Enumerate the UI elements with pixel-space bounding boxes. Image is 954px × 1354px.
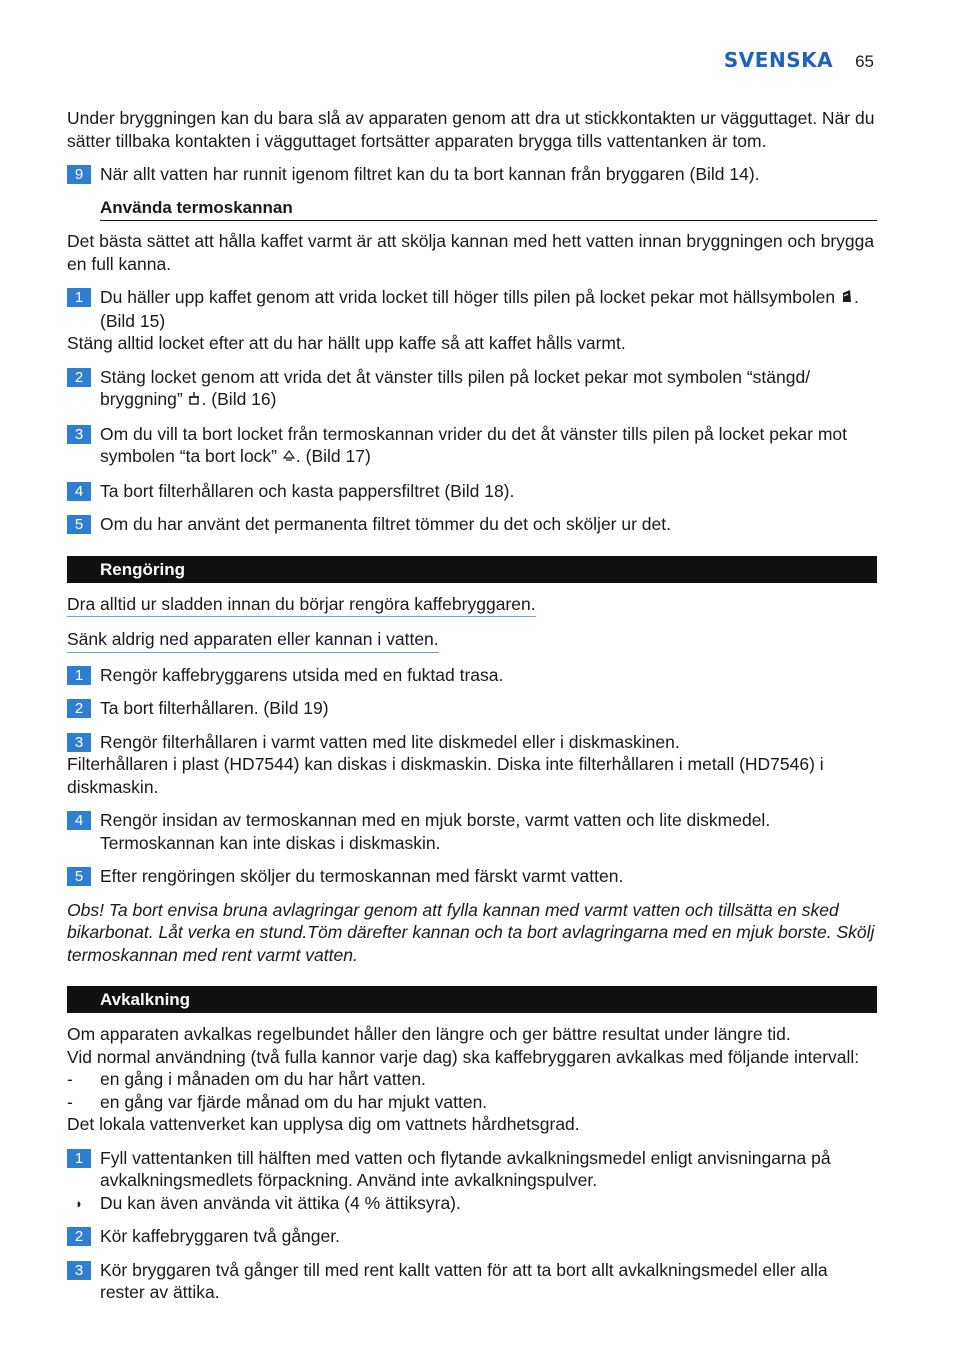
language-label: SVENSKA [723, 48, 834, 72]
step-text: Rengör insidan av termoskannan med en mjuk borste, varmt vatten och lite diskmedel. Termoskannan kan inte diskas i diskmaskin. [100, 810, 771, 853]
step-number: 1 [67, 288, 91, 307]
cleaning-note: Obs! Ta bort envisa bruna avlagringar genom att fylla kannan med varmt vatten och tillsätta en sked bikarbonat. Låt verka en stund.Töm därefter kannan och ta bort avlagringarna med en mjuk borste. Skölj termoskannan med rent varmt vatten. [67, 899, 875, 965]
thermos-step-4 [67, 480, 877, 503]
descaling-step-1-tip [67, 1192, 877, 1215]
step-text: Efter rengöringen sköljer du termoskannan med färskt varmt vatten. [100, 866, 624, 886]
section-heading-thermos: Använda termoskannan [100, 197, 877, 222]
thermos-step-3 [67, 423, 877, 469]
descaling-step-2 [67, 1225, 877, 1248]
step-text: Stäng locket genom att vrida det åt vänster tills pilen på locket pekar mot symbolen “stängd/ bryggning” [100, 366, 811, 409]
descaling-intro-2: Vid normal användning (två fulla kannor varje dag) ska kaffebryggaren avkalkas med följande intervall: [67, 1046, 860, 1067]
bullet-text: en gång i månaden om du har hårt vatten. [100, 1069, 426, 1089]
cleaning-warning-2-wrap [67, 628, 877, 664]
step-number: 4 [67, 811, 91, 830]
section-heading-cleaning: Rengöring [67, 556, 877, 583]
step-number: 2 [67, 1227, 91, 1246]
step-text-tail: . (Bild 16) [201, 389, 277, 409]
descaling-step-3 [67, 1259, 877, 1304]
descaling-bullet-2 [67, 1091, 877, 1114]
thermos-step-2 [67, 366, 877, 412]
bullet-dash: - [67, 1069, 73, 1089]
cleaning-warning-1-wrap [67, 593, 877, 629]
step-number: 1 [67, 1149, 91, 1168]
remove-lid-symbol-icon [282, 446, 296, 469]
step-number: 3 [67, 425, 91, 444]
step-number: 2 [67, 699, 91, 718]
step-number: 3 [67, 1261, 91, 1280]
step-number: 5 [67, 515, 91, 534]
step-text: Rengör kaffebryggarens utsida med en fuktad trasa. [100, 664, 504, 685]
page-header [724, 48, 874, 72]
descaling-step-1 [67, 1147, 877, 1192]
step-text: Om du vill ta bort locket från termoskannan vrider du det åt vänster tills pilen på locket pekar mot symbolen “ta bort lock” [100, 423, 848, 466]
arrow-marker-icon: ◗ [75, 1195, 83, 1211]
pour-symbol-icon [840, 287, 854, 310]
step-text-tail: . (Bild 17) [295, 446, 371, 466]
thermos-step-5 [67, 513, 877, 536]
thermos-step-1-note: Stäng alltid locket efter att du har hällt upp kaffe så att kaffet hålls varmt. [67, 333, 626, 353]
page-content [67, 107, 877, 1315]
page-number: 65 [855, 52, 874, 71]
step-text: Kör kaffebryggaren två gånger. [100, 1226, 340, 1246]
cleaning-step-3-note: Filterhållaren i plast (HD7544) kan diskas i diskmaskin. Diska inte filterhållaren i metall (HD7546) i diskmaskin. [67, 754, 824, 797]
intro-paragraph: Under bryggningen kan du bara slå av apparaten genom att dra ut stickkontakten ur vägguttaget. När du sätter tillbaka kontakten i vägguttaget fortsätter apparaten brygga tills vattentanken är tom. [67, 108, 875, 151]
step-number: 9 [67, 165, 91, 184]
step-text: Fyll vattentanken till hälften med vatten och flytande avkalkningsmedel enligt anvisningarna på avkalkningsmedlets förpackning. Använd inte avkalkningspulver. [100, 1147, 831, 1190]
tip-text: Du kan även använda vit ättika (4 % ättiksyra). [100, 1192, 461, 1213]
step-number: 3 [67, 733, 91, 752]
step-text-tail: . (Bild 15) [100, 287, 859, 331]
step-text: Ta bort filterhållaren och kasta pappersfiltret (Bild 18). [100, 480, 515, 501]
step-text: Du häller upp kaffet genom att vrida locket till höger tills pilen på locket pekar mot hällsymbolen [100, 287, 836, 307]
thermos-intro: Det bästa sättet att hålla kaffet varmt är att skölja kannan med hett vatten innan bryggningen och brygga en full kanna. [67, 231, 875, 274]
step-text: Ta bort filterhållaren. (Bild 19) [100, 698, 329, 718]
step-number: 4 [67, 482, 91, 501]
step-9 [67, 163, 877, 186]
cleaning-step-2 [67, 697, 877, 720]
descaling-intro-3: Det lokala vattenverket kan upplysa dig om vattnets hårdhetsgrad. [67, 1114, 580, 1134]
cleaning-step-3 [67, 731, 877, 754]
cleaning-step-5 [67, 865, 877, 888]
step-number: 5 [67, 867, 91, 886]
descaling-bullet-1 [67, 1068, 877, 1091]
descaling-intro-1: Om apparaten avkalkas regelbundet håller den längre och ger bättre resultat under längre tid. [67, 1024, 791, 1044]
closed-brewing-symbol-icon [188, 389, 202, 412]
cleaning-warning-1: Dra alltid ur sladden innan du börjar rengöra kaffebryggaren. [67, 593, 536, 618]
step-number: 2 [67, 368, 91, 387]
cleaning-warning-2: Sänk aldrig ned apparaten eller kannan i vatten. [67, 628, 439, 653]
step-text: När allt vatten har runnit igenom filtret kan du ta bort kannan från bryggaren (Bild 14). [100, 164, 760, 184]
step-text: Om du har använt det permanenta filtret tömmer du det och sköljer ur det. [100, 514, 671, 534]
thermos-step-1 [67, 286, 877, 332]
bullet-dash: - [67, 1091, 73, 1112]
cleaning-step-1 [67, 664, 877, 687]
step-text: Kör bryggaren två gånger till med rent kallt vatten för att ta bort allt avkalkningsmedel eller alla rester av ättika. [100, 1259, 828, 1302]
step-number: 1 [67, 666, 91, 685]
cleaning-step-4 [67, 809, 877, 854]
section-heading-descaling: Avkalkning [67, 986, 877, 1013]
bullet-text: en gång var fjärde månad om du har mjukt vatten. [100, 1091, 488, 1112]
step-text: Rengör filterhållaren i varmt vatten med lite diskmedel eller i diskmaskinen. [100, 731, 680, 752]
